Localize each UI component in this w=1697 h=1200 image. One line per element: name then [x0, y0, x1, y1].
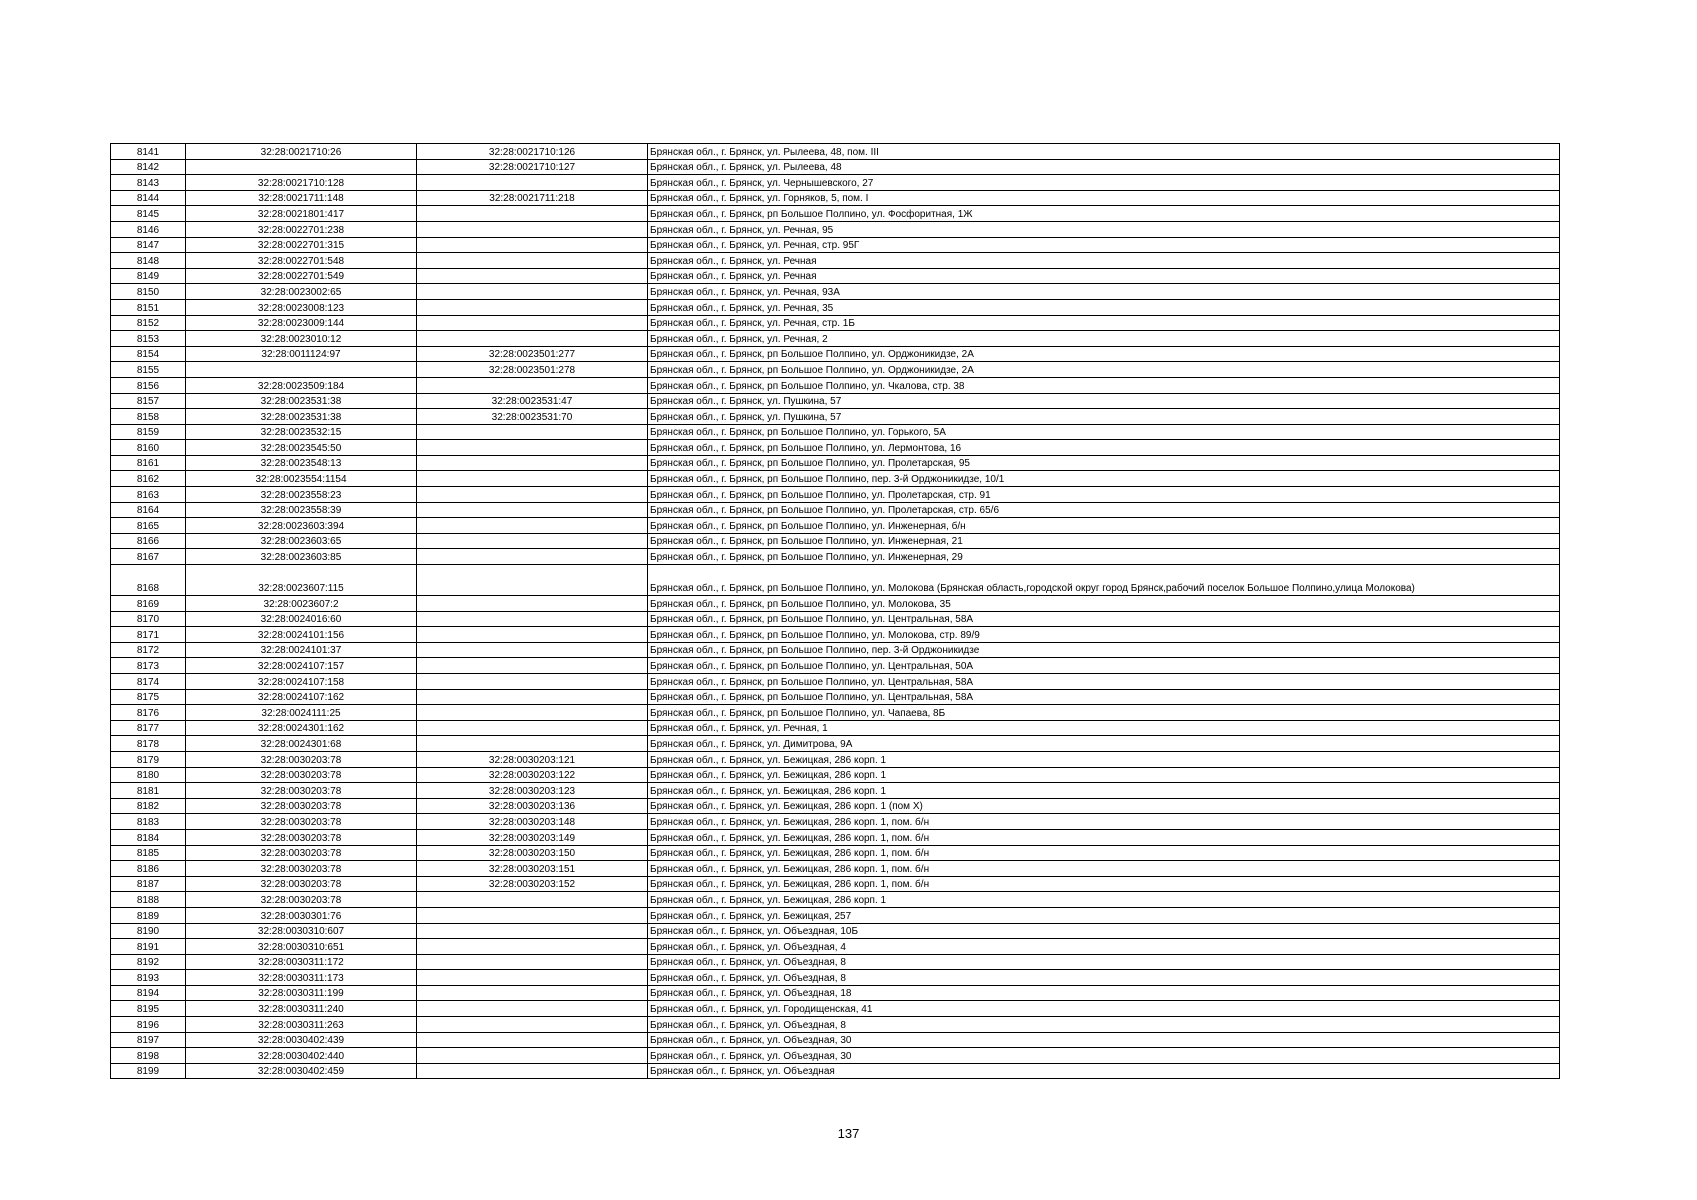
row-number-cell: 8154 — [111, 346, 186, 362]
room-cadastral-number-cell: 32:28:0021710:127 — [417, 159, 648, 175]
address-cell: Брянская обл., г. Брянск, рп Большое Полпино, ул. Инженерная, 21 — [648, 533, 1560, 549]
cadastral-number-cell: 32:28:0030311:172 — [186, 954, 417, 970]
row-number-cell: 8163 — [111, 487, 186, 503]
address-cell: Брянская обл., г. Брянск, ул. Бежицкая, 257 — [648, 907, 1560, 923]
cadastral-number-cell — [186, 159, 417, 175]
row-number-cell: 8174 — [111, 674, 186, 690]
address-cell: Брянская обл., г. Брянск, ул. Речная, 1 — [648, 720, 1560, 736]
room-cadastral-number-cell — [417, 237, 648, 253]
cadastral-number-cell: 32:28:0030203:78 — [186, 829, 417, 845]
table-row — [111, 221, 1560, 237]
room-cadastral-number-cell — [417, 268, 648, 284]
cadastral-number-cell: 32:28:0021710:26 — [186, 144, 417, 160]
room-cadastral-number-cell — [417, 284, 648, 300]
room-cadastral-number-cell — [417, 471, 648, 487]
row-number-cell: 8149 — [111, 268, 186, 284]
address-cell: Брянская обл., г. Брянск, ул. Бежицкая, 286 корп. 1 — [648, 767, 1560, 783]
cadastral-number-cell: 32:28:0030310:651 — [186, 939, 417, 955]
table-row — [111, 798, 1560, 814]
table-row — [111, 596, 1560, 612]
row-number-cell: 8173 — [111, 658, 186, 674]
room-cadastral-number-cell — [417, 907, 648, 923]
cadastral-number-cell: 32:28:0024111:25 — [186, 705, 417, 721]
address-cell: Брянская обл., г. Брянск, рп Большое Полпино, ул. Инженерная, 29 — [648, 549, 1560, 565]
table-row — [111, 502, 1560, 518]
cadastral-number-cell: 32:28:0030310:607 — [186, 923, 417, 939]
table-row — [111, 923, 1560, 939]
cadastral-number-cell: 32:28:0023531:38 — [186, 393, 417, 409]
table-row — [111, 892, 1560, 908]
cadastral-number-cell: 32:28:0024107:157 — [186, 658, 417, 674]
table-row — [111, 1063, 1560, 1079]
cadastral-number-cell: 32:28:0024301:162 — [186, 720, 417, 736]
room-cadastral-number-cell: 32:28:0030203:136 — [417, 798, 648, 814]
address-cell: Брянская обл., г. Брянск, рп Большое Полпино, ул. Фосфоритная, 1Ж — [648, 206, 1560, 222]
table-row — [111, 487, 1560, 503]
cadastral-number-cell: 32:28:0030203:78 — [186, 798, 417, 814]
table-row — [111, 471, 1560, 487]
cadastral-number-cell: 32:28:0023008:123 — [186, 299, 417, 315]
room-cadastral-number-cell: 32:28:0030203:123 — [417, 783, 648, 799]
table-row — [111, 751, 1560, 767]
table-row — [111, 736, 1560, 752]
row-number-cell: 8193 — [111, 970, 186, 986]
table-row — [111, 346, 1560, 362]
address-cell: Брянская обл., г. Брянск, ул. Бежицкая, 286 корп. 1, пом. б/н — [648, 829, 1560, 845]
room-cadastral-number-cell: 32:28:0030203:148 — [417, 814, 648, 830]
row-number-cell: 8142 — [111, 159, 186, 175]
cadastral-number-cell: 32:28:0023548:13 — [186, 455, 417, 471]
table-row — [111, 549, 1560, 565]
room-cadastral-number-cell — [417, 736, 648, 752]
room-cadastral-number-cell — [417, 658, 648, 674]
room-cadastral-number-cell — [417, 549, 648, 565]
room-cadastral-number-cell — [417, 377, 648, 393]
table-row — [111, 175, 1560, 191]
cadastral-number-cell: 32:28:0022701:549 — [186, 268, 417, 284]
room-cadastral-number-cell — [417, 253, 648, 269]
room-cadastral-number-cell — [417, 611, 648, 627]
table-row — [111, 1001, 1560, 1017]
room-cadastral-number-cell: 32:28:0023531:70 — [417, 409, 648, 425]
room-cadastral-number-cell — [417, 596, 648, 612]
address-cell: Брянская обл., г. Брянск, ул. Речная, стр. 95Г — [648, 237, 1560, 253]
address-cell: Брянская обл., г. Брянск, ул. Рылеева, 48, пом. III — [648, 144, 1560, 160]
room-cadastral-number-cell: 32:28:0023501:278 — [417, 362, 648, 378]
row-number-cell: 8146 — [111, 221, 186, 237]
cadastral-number-cell: 32:28:0023509:184 — [186, 377, 417, 393]
cadastral-number-cell: 32:28:0023607:2 — [186, 596, 417, 612]
address-cell: Брянская обл., г. Брянск, рп Большое Полпино, ул. Горького, 5А — [648, 424, 1560, 440]
cadastral-number-cell: 32:28:0021710:128 — [186, 175, 417, 191]
address-cell: Брянская обл., г. Брянск, ул. Объездная, 4 — [648, 939, 1560, 955]
room-cadastral-number-cell: 32:28:0021711:218 — [417, 190, 648, 206]
address-cell: Брянская обл., г. Брянск, рп Большое Полпино, ул. Орджоникидзе, 2А — [648, 346, 1560, 362]
row-number-cell: 8171 — [111, 627, 186, 643]
cadastral-number-cell: 32:28:0022701:548 — [186, 253, 417, 269]
row-number-cell: 8165 — [111, 518, 186, 534]
table-row — [111, 299, 1560, 315]
cadastral-number-cell: 32:28:0030203:78 — [186, 861, 417, 877]
room-cadastral-number-cell — [417, 970, 648, 986]
table-row — [111, 783, 1560, 799]
row-number-cell: 8198 — [111, 1048, 186, 1064]
room-cadastral-number-cell — [417, 455, 648, 471]
cadastral-number-cell: 32:28:0023607:115 — [186, 565, 417, 596]
table-row — [111, 658, 1560, 674]
table-row — [111, 440, 1560, 456]
table-row — [111, 331, 1560, 347]
cadastral-number-cell: 32:28:0030402:439 — [186, 1032, 417, 1048]
cadastral-number-cell: 32:28:0030311:240 — [186, 1001, 417, 1017]
address-cell: Брянская обл., г. Брянск, рп Большое Полпино, ул. Пролетарская, стр. 65/6 — [648, 502, 1560, 518]
room-cadastral-number-cell — [417, 518, 648, 534]
room-cadastral-number-cell — [417, 954, 648, 970]
table-row — [111, 689, 1560, 705]
cadastral-number-cell: 32:28:0024101:156 — [186, 627, 417, 643]
room-cadastral-number-cell — [417, 424, 648, 440]
room-cadastral-number-cell — [417, 939, 648, 955]
address-cell: Брянская обл., г. Брянск, ул. Пушкина, 57 — [648, 409, 1560, 425]
table-row — [111, 845, 1560, 861]
cadastral-number-cell: 32:28:0030311:173 — [186, 970, 417, 986]
room-cadastral-number-cell — [417, 689, 648, 705]
row-number-cell: 8177 — [111, 720, 186, 736]
address-cell: Брянская обл., г. Брянск, ул. Бежицкая, 286 корп. 1, пом. б/н — [648, 814, 1560, 830]
address-cell: Брянская обл., г. Брянск, рп Большое Полпино, ул. Центральная, 58А — [648, 689, 1560, 705]
room-cadastral-number-cell: 32:28:0030203:149 — [417, 829, 648, 845]
table-row — [111, 237, 1560, 253]
address-cell: Брянская обл., г. Брянск, рп Большое Полпино, ул. Молокова, 35 — [648, 596, 1560, 612]
row-number-cell: 8196 — [111, 1017, 186, 1033]
row-number-cell: 8195 — [111, 1001, 186, 1017]
row-number-cell: 8147 — [111, 237, 186, 253]
address-cell: Брянская обл., г. Брянск, ул. Объездная, 8 — [648, 970, 1560, 986]
room-cadastral-number-cell — [417, 175, 648, 191]
property-table — [110, 143, 1560, 1079]
row-number-cell: 8159 — [111, 424, 186, 440]
row-number-cell: 8188 — [111, 892, 186, 908]
row-number-cell: 8178 — [111, 736, 186, 752]
cadastral-number-cell: 32:28:0024301:68 — [186, 736, 417, 752]
row-number-cell: 8181 — [111, 783, 186, 799]
row-number-cell: 8176 — [111, 705, 186, 721]
cadastral-number-cell: 32:28:0030203:78 — [186, 845, 417, 861]
cadastral-number-cell: 32:28:0024107:158 — [186, 674, 417, 690]
room-cadastral-number-cell: 32:28:0030203:152 — [417, 876, 648, 892]
address-cell: Брянская обл., г. Брянск, ул. Горняков, 5, пом. I — [648, 190, 1560, 206]
table-row — [111, 970, 1560, 986]
room-cadastral-number-cell — [417, 331, 648, 347]
row-number-cell: 8162 — [111, 471, 186, 487]
address-cell: Брянская обл., г. Брянск, рп Большое Полпино, ул. Орджоникидзе, 2А — [648, 362, 1560, 378]
table-row — [111, 144, 1560, 160]
cadastral-number-cell: 32:28:0030402:440 — [186, 1048, 417, 1064]
address-cell: Брянская обл., г. Брянск, рп Большое Полпино, ул. Центральная, 50А — [648, 658, 1560, 674]
row-number-cell: 8183 — [111, 814, 186, 830]
row-number-cell: 8184 — [111, 829, 186, 845]
cadastral-number-cell: 32:28:0023558:39 — [186, 502, 417, 518]
row-number-cell: 8167 — [111, 549, 186, 565]
row-number-cell: 8194 — [111, 985, 186, 1001]
room-cadastral-number-cell: 32:28:0023501:277 — [417, 346, 648, 362]
cadastral-number-cell: 32:28:0030301:76 — [186, 907, 417, 923]
address-cell: Брянская обл., г. Брянск, ул. Объездная, 18 — [648, 985, 1560, 1001]
address-cell: Брянская обл., г. Брянск, ул. Бежицкая, 286 корп. 1 — [648, 892, 1560, 908]
cadastral-number-cell: 32:28:0023532:15 — [186, 424, 417, 440]
address-cell: Брянская обл., г. Брянск, ул. Объездная, 8 — [648, 954, 1560, 970]
row-number-cell: 8175 — [111, 689, 186, 705]
table-row — [111, 268, 1560, 284]
address-cell: Брянская обл., г. Брянск, ул. Бежицкая, 286 корп. 1 — [648, 751, 1560, 767]
cadastral-number-cell: 32:28:0030203:78 — [186, 751, 417, 767]
table-row — [111, 253, 1560, 269]
page-number: 137 — [837, 1126, 860, 1141]
room-cadastral-number-cell — [417, 440, 648, 456]
address-cell: Брянская обл., г. Брянск, ул. Бежицкая, 286 корп. 1, пом. б/н — [648, 876, 1560, 892]
table-row — [111, 876, 1560, 892]
room-cadastral-number-cell: 32:28:0021710:126 — [417, 144, 648, 160]
address-cell: Брянская обл., г. Брянск, рп Большое Полпино, ул. Молокова, стр. 89/9 — [648, 627, 1560, 643]
table-row — [111, 518, 1560, 534]
address-cell: Брянская обл., г. Брянск, ул. Бежицкая, 286 корп. 1 (пом X) — [648, 798, 1560, 814]
cadastral-number-cell: 32:28:0030203:78 — [186, 876, 417, 892]
cadastral-number-cell: 32:28:0023010:12 — [186, 331, 417, 347]
table-row — [111, 705, 1560, 721]
table-row — [111, 767, 1560, 783]
table-row — [111, 985, 1560, 1001]
table-row — [111, 393, 1560, 409]
row-number-cell: 8157 — [111, 393, 186, 409]
row-number-cell: 8169 — [111, 596, 186, 612]
address-cell: Брянская обл., г. Брянск, рп Большое Полпино, ул. Пролетарская, стр. 91 — [648, 487, 1560, 503]
room-cadastral-number-cell: 32:28:0030203:151 — [417, 861, 648, 877]
table-row — [111, 377, 1560, 393]
address-cell: Брянская обл., г. Брянск, ул. Объездная, 10Б — [648, 923, 1560, 939]
table-row — [111, 861, 1560, 877]
row-number-cell: 8161 — [111, 455, 186, 471]
cadastral-number-cell: 32:28:0024016:60 — [186, 611, 417, 627]
address-cell: Брянская обл., г. Брянск, ул. Рылеева, 48 — [648, 159, 1560, 175]
address-cell: Брянская обл., г. Брянск, ул. Речная, 35 — [648, 299, 1560, 315]
address-cell: Брянская обл., г. Брянск, ул. Речная, стр. 1Б — [648, 315, 1560, 331]
table-row — [111, 907, 1560, 923]
room-cadastral-number-cell — [417, 985, 648, 1001]
row-number-cell: 8152 — [111, 315, 186, 331]
cadastral-number-cell: 32:28:0030203:78 — [186, 892, 417, 908]
cadastral-number-cell — [186, 362, 417, 378]
cadastral-number-cell: 32:28:0023009:144 — [186, 315, 417, 331]
row-number-cell: 8187 — [111, 876, 186, 892]
cadastral-number-cell: 32:28:0022701:315 — [186, 237, 417, 253]
address-cell: Брянская обл., г. Брянск, ул. Речная — [648, 268, 1560, 284]
row-number-cell: 8164 — [111, 502, 186, 518]
row-number-cell: 8148 — [111, 253, 186, 269]
cadastral-number-cell: 32:28:0022701:238 — [186, 221, 417, 237]
table-row — [111, 954, 1560, 970]
row-number-cell: 8141 — [111, 144, 186, 160]
table-row — [111, 362, 1560, 378]
room-cadastral-number-cell — [417, 705, 648, 721]
table-row — [111, 315, 1560, 331]
address-cell: Брянская обл., г. Брянск, ул. Речная, 2 — [648, 331, 1560, 347]
room-cadastral-number-cell — [417, 206, 648, 222]
room-cadastral-number-cell — [417, 1063, 648, 1079]
cadastral-number-cell: 32:28:0023603:65 — [186, 533, 417, 549]
room-cadastral-number-cell — [417, 565, 648, 596]
address-cell: Брянская обл., г. Брянск, рп Большое Полпино, ул. Центральная, 58А — [648, 611, 1560, 627]
address-cell: Брянская обл., г. Брянск, ул. Речная, 95 — [648, 221, 1560, 237]
room-cadastral-number-cell — [417, 315, 648, 331]
address-cell: Брянская обл., г. Брянск, ул. Бежицкая, 286 корп. 1, пом. б/н — [648, 845, 1560, 861]
room-cadastral-number-cell — [417, 487, 648, 503]
address-cell: Брянская обл., г. Брянск, рп Большое Полпино, ул. Инженерная, б/н — [648, 518, 1560, 534]
row-number-cell: 8179 — [111, 751, 186, 767]
address-cell: Брянская обл., г. Брянск, рп Большое Полпино, ул. Пролетарская, 95 — [648, 455, 1560, 471]
row-number-cell: 8185 — [111, 845, 186, 861]
table-row — [111, 455, 1560, 471]
address-cell: Брянская обл., г. Брянск, ул. Объездная — [648, 1063, 1560, 1079]
address-cell: Брянская обл., г. Брянск, ул. Речная — [648, 253, 1560, 269]
row-number-cell: 8189 — [111, 907, 186, 923]
table-row — [111, 159, 1560, 175]
room-cadastral-number-cell — [417, 502, 648, 518]
address-cell: Брянская обл., г. Брянск, ул. Городищенская, 41 — [648, 1001, 1560, 1017]
row-number-cell: 8186 — [111, 861, 186, 877]
table-body — [111, 144, 1560, 1079]
table-row — [111, 206, 1560, 222]
table-row — [111, 533, 1560, 549]
table-row — [111, 642, 1560, 658]
row-number-cell: 8144 — [111, 190, 186, 206]
address-cell: Брянская обл., г. Брянск, ул. Объездная, 30 — [648, 1032, 1560, 1048]
cadastral-number-cell: 32:28:0030402:459 — [186, 1063, 417, 1079]
address-cell: Брянская обл., г. Брянск, рп Большое Полпино, пер. 3-й Орджоникидзе, 10/1 — [648, 471, 1560, 487]
table-row — [111, 190, 1560, 206]
address-cell: Брянская обл., г. Брянск, рп Большое Полпино, ул. Центральная, 58А — [648, 674, 1560, 690]
cadastral-number-cell: 32:28:0023554:1154 — [186, 471, 417, 487]
room-cadastral-number-cell — [417, 1032, 648, 1048]
table-row — [111, 1048, 1560, 1064]
row-number-cell: 8145 — [111, 206, 186, 222]
row-number-cell: 8199 — [111, 1063, 186, 1079]
address-cell: Брянская обл., г. Брянск, рп Большое Полпино, ул. Чкалова, стр. 38 — [648, 377, 1560, 393]
row-number-cell: 8168 — [111, 565, 186, 596]
table-row — [111, 939, 1560, 955]
row-number-cell: 8143 — [111, 175, 186, 191]
cadastral-number-cell: 32:28:0030203:78 — [186, 783, 417, 799]
room-cadastral-number-cell — [417, 533, 648, 549]
cadastral-number-cell: 32:28:0024101:37 — [186, 642, 417, 658]
address-cell: Брянская обл., г. Брянск, ул. Бежицкая, 286 корп. 1, пом. б/н — [648, 861, 1560, 877]
row-number-cell: 8150 — [111, 284, 186, 300]
row-number-cell: 8158 — [111, 409, 186, 425]
room-cadastral-number-cell — [417, 627, 648, 643]
cadastral-number-cell: 32:28:0023603:394 — [186, 518, 417, 534]
cadastral-number-cell: 32:28:0021711:148 — [186, 190, 417, 206]
cadastral-number-cell: 32:28:0023531:38 — [186, 409, 417, 425]
room-cadastral-number-cell: 32:28:0030203:121 — [417, 751, 648, 767]
room-cadastral-number-cell — [417, 674, 648, 690]
row-number-cell: 8156 — [111, 377, 186, 393]
address-cell: Брянская обл., г. Брянск, ул. Чернышевского, 27 — [648, 175, 1560, 191]
room-cadastral-number-cell: 32:28:0030203:150 — [417, 845, 648, 861]
table-row — [111, 627, 1560, 643]
table-row — [111, 674, 1560, 690]
table-row — [111, 409, 1560, 425]
cadastral-number-cell: 32:28:0021801:417 — [186, 206, 417, 222]
cadastral-number-cell: 32:28:0030203:78 — [186, 767, 417, 783]
room-cadastral-number-cell — [417, 923, 648, 939]
row-number-cell: 8170 — [111, 611, 186, 627]
address-cell: Брянская обл., г. Брянск, рп Большое Полпино, ул. Чапаева, 8Б — [648, 705, 1560, 721]
row-number-cell: 8197 — [111, 1032, 186, 1048]
row-number-cell: 8151 — [111, 299, 186, 315]
room-cadastral-number-cell — [417, 221, 648, 237]
table-row — [111, 814, 1560, 830]
row-number-cell: 8160 — [111, 440, 186, 456]
cadastral-number-cell: 32:28:0023545:50 — [186, 440, 417, 456]
row-number-cell: 8166 — [111, 533, 186, 549]
row-number-cell: 8172 — [111, 642, 186, 658]
room-cadastral-number-cell — [417, 299, 648, 315]
cadastral-number-cell: 32:28:0030203:78 — [186, 814, 417, 830]
row-number-cell: 8180 — [111, 767, 186, 783]
address-cell: Брянская обл., г. Брянск, ул. Объездная, 30 — [648, 1048, 1560, 1064]
room-cadastral-number-cell — [417, 1001, 648, 1017]
room-cadastral-number-cell — [417, 642, 648, 658]
room-cadastral-number-cell — [417, 720, 648, 736]
row-number-cell: 8155 — [111, 362, 186, 378]
table-row — [111, 565, 1560, 596]
address-cell: Брянская обл., г. Брянск, ул. Димитрова, 9А — [648, 736, 1560, 752]
table-row — [111, 829, 1560, 845]
address-cell: Брянская обл., г. Брянск, рп Большое Полпино, ул. Молокова (Брянская область,городской округ город Брянск,рабочий поселок Большое Полпино,улица Молокова) — [648, 565, 1560, 596]
address-cell: Брянская обл., г. Брянск, рп Большое Полпино, ул. Лермонтова, 16 — [648, 440, 1560, 456]
room-cadastral-number-cell — [417, 1048, 648, 1064]
room-cadastral-number-cell — [417, 892, 648, 908]
room-cadastral-number-cell: 32:28:0023531:47 — [417, 393, 648, 409]
table-row — [111, 1017, 1560, 1033]
row-number-cell: 8191 — [111, 939, 186, 955]
address-cell: Брянская обл., г. Брянск, рп Большое Полпино, пер. 3-й Орджоникидзе — [648, 642, 1560, 658]
table-row — [111, 1032, 1560, 1048]
cadastral-number-cell: 32:28:0023603:85 — [186, 549, 417, 565]
room-cadastral-number-cell: 32:28:0030203:122 — [417, 767, 648, 783]
address-cell: Брянская обл., г. Брянск, ул. Речная, 93А — [648, 284, 1560, 300]
row-number-cell: 8182 — [111, 798, 186, 814]
address-cell: Брянская обл., г. Брянск, ул. Объездная, 8 — [648, 1017, 1560, 1033]
cadastral-number-cell: 32:28:0030311:263 — [186, 1017, 417, 1033]
row-number-cell: 8153 — [111, 331, 186, 347]
cadastral-number-cell: 32:28:0023558:23 — [186, 487, 417, 503]
row-number-cell: 8190 — [111, 923, 186, 939]
cadastral-number-cell: 32:28:0024107:162 — [186, 689, 417, 705]
cadastral-number-cell: 32:28:0023002:65 — [186, 284, 417, 300]
row-number-cell: 8192 — [111, 954, 186, 970]
table-row — [111, 424, 1560, 440]
address-cell: Брянская обл., г. Брянск, ул. Пушкина, 57 — [648, 393, 1560, 409]
table-row — [111, 720, 1560, 736]
cadastral-number-cell: 32:28:0011124:97 — [186, 346, 417, 362]
table-row — [111, 284, 1560, 300]
room-cadastral-number-cell — [417, 1017, 648, 1033]
table-row — [111, 611, 1560, 627]
address-cell: Брянская обл., г. Брянск, ул. Бежицкая, 286 корп. 1 — [648, 783, 1560, 799]
cadastral-number-cell: 32:28:0030311:199 — [186, 985, 417, 1001]
